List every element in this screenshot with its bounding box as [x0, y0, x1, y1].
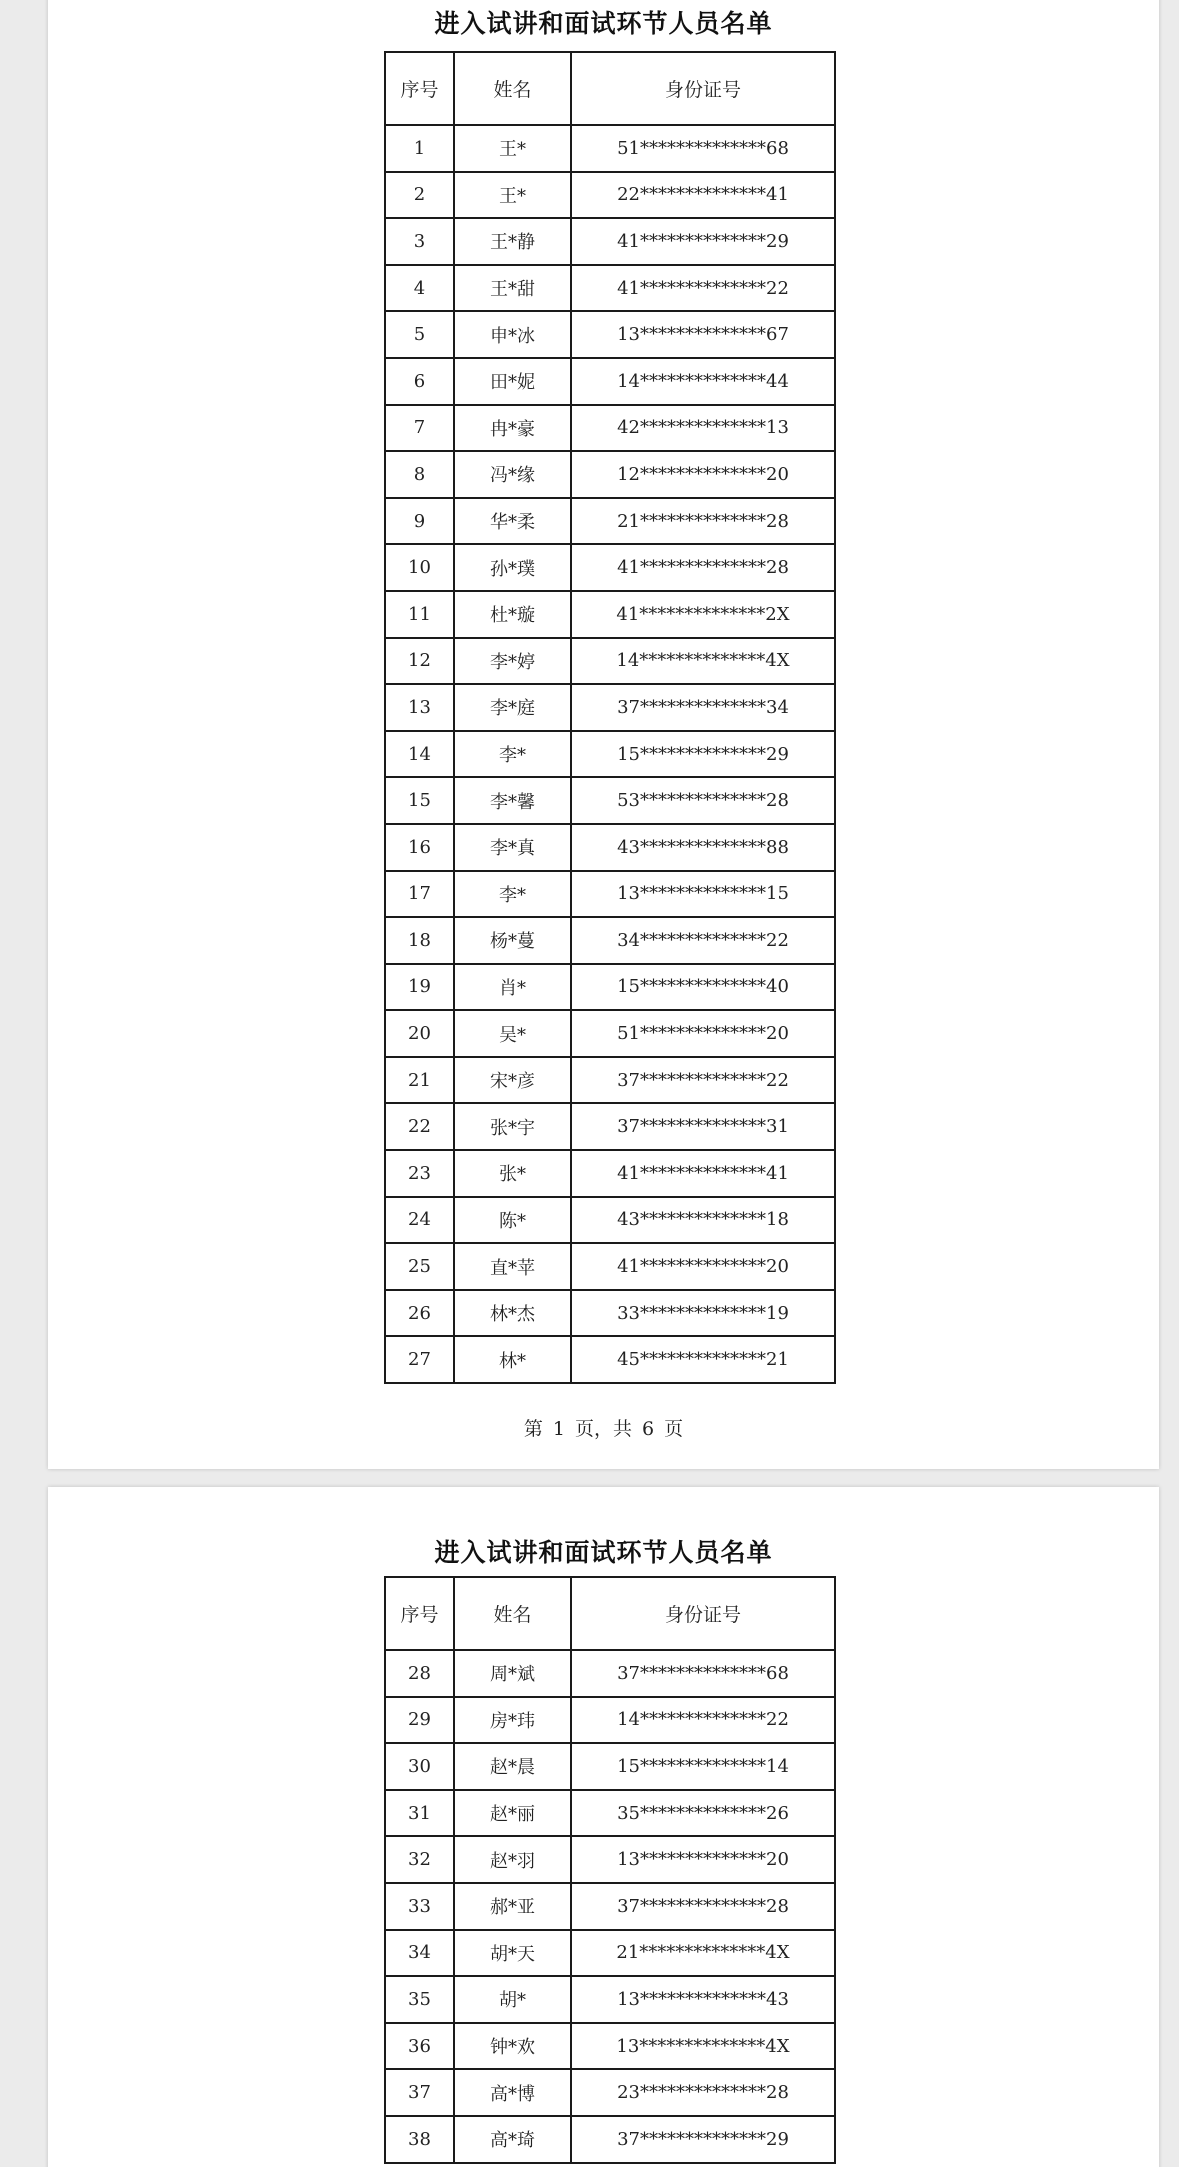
cell-name: 肖*	[454, 964, 571, 1011]
cell-name: 李*	[454, 871, 571, 918]
cell-id-number: 42**************13	[571, 405, 835, 452]
cell-number: 19	[385, 964, 454, 1011]
cell-number: 17	[385, 871, 454, 918]
table-row	[385, 1650, 835, 1697]
table-header-row	[385, 1577, 835, 1650]
cell-number: 31	[385, 1790, 454, 1837]
column-header-number: 序号	[385, 52, 454, 125]
table-row	[385, 777, 835, 824]
cell-number: 21	[385, 1057, 454, 1104]
cell-id-number: 12**************20	[571, 451, 835, 498]
table-row	[385, 684, 835, 731]
document-page-1	[48, 0, 1159, 1469]
table-row	[385, 824, 835, 871]
document-page-2	[48, 1487, 1159, 2167]
cell-name: 华*柔	[454, 498, 571, 545]
page-number-footer: 第 1 页，共 6 页	[523, 1418, 684, 1440]
column-header-id: 身份证号	[571, 52, 835, 125]
cell-number: 35	[385, 1976, 454, 2023]
cell-id-number: 37**************68	[571, 1650, 835, 1697]
cell-name: 李*真	[454, 824, 571, 871]
cell-id-number: 35**************26	[571, 1790, 835, 1837]
table-row	[385, 1336, 835, 1383]
cell-number: 23	[385, 1150, 454, 1197]
cell-id-number: 45**************21	[571, 1336, 835, 1383]
cell-name: 赵*丽	[454, 1790, 571, 1837]
roster-table	[384, 1576, 836, 2164]
cell-name: 申*冰	[454, 311, 571, 358]
cell-number: 32	[385, 1836, 454, 1883]
cell-id-number: 13**************4X	[571, 2023, 835, 2070]
cell-name: 赵*羽	[454, 1836, 571, 1883]
cell-number: 11	[385, 591, 454, 638]
cell-number: 2	[385, 172, 454, 219]
cell-number: 10	[385, 544, 454, 591]
cell-number: 15	[385, 777, 454, 824]
cell-id-number: 37**************22	[571, 1057, 835, 1104]
cell-number: 3	[385, 218, 454, 265]
cell-id-number: 21**************4X	[571, 1930, 835, 1977]
cell-id-number: 37**************28	[571, 1883, 835, 1930]
table-row	[385, 871, 835, 918]
cell-name: 张*	[454, 1150, 571, 1197]
cell-number: 30	[385, 1743, 454, 1790]
column-header-id: 身份证号	[571, 1577, 835, 1650]
cell-number: 37	[385, 2069, 454, 2116]
column-header-number: 序号	[385, 1577, 454, 1650]
cell-number: 22	[385, 1103, 454, 1150]
table-row	[385, 591, 835, 638]
table-body	[385, 1650, 835, 2163]
cell-id-number: 53**************28	[571, 777, 835, 824]
cell-name: 宋*彦	[454, 1057, 571, 1104]
cell-number: 25	[385, 1243, 454, 1290]
page-title: 进入试讲和面试环节人员名单	[434, 1538, 773, 1567]
cell-name: 房*玮	[454, 1697, 571, 1744]
column-header-name: 姓名	[454, 52, 571, 125]
table-row	[385, 917, 835, 964]
cell-id-number: 41**************22	[571, 265, 835, 312]
cell-id-number: 41**************20	[571, 1243, 835, 1290]
cell-number: 7	[385, 405, 454, 452]
cell-id-number: 15**************40	[571, 964, 835, 1011]
table-row	[385, 1197, 835, 1244]
cell-id-number: 51**************20	[571, 1010, 835, 1057]
table-row	[385, 544, 835, 591]
table-row	[385, 1243, 835, 1290]
cell-number: 12	[385, 638, 454, 685]
cell-name: 孙*璞	[454, 544, 571, 591]
table-row	[385, 2069, 835, 2116]
cell-name: 王*静	[454, 218, 571, 265]
cell-id-number: 14**************44	[571, 358, 835, 405]
cell-id-number: 13**************15	[571, 871, 835, 918]
cell-name: 王*	[454, 172, 571, 219]
table-row	[385, 1976, 835, 2023]
table-body	[385, 125, 835, 1383]
table-row	[385, 1290, 835, 1337]
table-row	[385, 1057, 835, 1104]
cell-number: 27	[385, 1336, 454, 1383]
table-row	[385, 1836, 835, 1883]
cell-number: 20	[385, 1010, 454, 1057]
cell-name: 高*博	[454, 2069, 571, 2116]
cell-number: 33	[385, 1883, 454, 1930]
table-row	[385, 498, 835, 545]
cell-name: 吴*	[454, 1010, 571, 1057]
table-row	[385, 265, 835, 312]
cell-id-number: 13**************43	[571, 1976, 835, 2023]
cell-id-number: 21**************28	[571, 498, 835, 545]
cell-name: 胡*	[454, 1976, 571, 2023]
cell-number: 28	[385, 1650, 454, 1697]
cell-name: 郝*亚	[454, 1883, 571, 1930]
table-row	[385, 638, 835, 685]
cell-id-number: 14**************22	[571, 1697, 835, 1744]
cell-name: 周*斌	[454, 1650, 571, 1697]
cell-id-number: 43**************18	[571, 1197, 835, 1244]
cell-id-number: 23**************28	[571, 2069, 835, 2116]
cell-number: 24	[385, 1197, 454, 1244]
cell-name: 王*	[454, 125, 571, 172]
table-row	[385, 405, 835, 452]
cell-name: 钟*欢	[454, 2023, 571, 2070]
cell-name: 胡*天	[454, 1930, 571, 1977]
cell-number: 4	[385, 265, 454, 312]
cell-name: 陈*	[454, 1197, 571, 1244]
cell-name: 李*庭	[454, 684, 571, 731]
table-row	[385, 172, 835, 219]
cell-number: 16	[385, 824, 454, 871]
table-row	[385, 451, 835, 498]
column-header-name: 姓名	[454, 1577, 571, 1650]
cell-id-number: 37**************31	[571, 1103, 835, 1150]
cell-id-number: 13**************67	[571, 311, 835, 358]
table-row	[385, 1010, 835, 1057]
page-title: 进入试讲和面试环节人员名单	[434, 9, 773, 38]
table-row	[385, 358, 835, 405]
table-row	[385, 1103, 835, 1150]
table-row	[385, 218, 835, 265]
cell-number: 13	[385, 684, 454, 731]
cell-name: 林*杰	[454, 1290, 571, 1337]
cell-number: 6	[385, 358, 454, 405]
cell-id-number: 43**************88	[571, 824, 835, 871]
table-row	[385, 2116, 835, 2163]
cell-id-number: 41**************29	[571, 218, 835, 265]
cell-name: 李*婷	[454, 638, 571, 685]
cell-id-number: 51**************68	[571, 125, 835, 172]
cell-id-number: 41**************41	[571, 1150, 835, 1197]
cell-name: 田*妮	[454, 358, 571, 405]
cell-number: 14	[385, 731, 454, 778]
cell-number: 36	[385, 2023, 454, 2070]
cell-number: 18	[385, 917, 454, 964]
table-row	[385, 125, 835, 172]
roster-table	[384, 51, 836, 1384]
table-row	[385, 1743, 835, 1790]
cell-id-number: 15**************14	[571, 1743, 835, 1790]
cell-name: 林*	[454, 1336, 571, 1383]
cell-name: 李*馨	[454, 777, 571, 824]
cell-number: 1	[385, 125, 454, 172]
cell-name: 张*宇	[454, 1103, 571, 1150]
cell-number: 8	[385, 451, 454, 498]
cell-id-number: 37**************34	[571, 684, 835, 731]
cell-id-number: 37**************29	[571, 2116, 835, 2163]
cell-id-number: 14**************4X	[571, 638, 835, 685]
table-header-row	[385, 52, 835, 125]
table-row	[385, 1150, 835, 1197]
cell-id-number: 41**************28	[571, 544, 835, 591]
cell-name: 王*甜	[454, 265, 571, 312]
cell-number: 34	[385, 1930, 454, 1977]
cell-number: 9	[385, 498, 454, 545]
cell-name: 杨*蔓	[454, 917, 571, 964]
cell-number: 5	[385, 311, 454, 358]
cell-id-number: 34**************22	[571, 917, 835, 964]
cell-number: 38	[385, 2116, 454, 2163]
table-row	[385, 1883, 835, 1930]
cell-name: 直*苹	[454, 1243, 571, 1290]
cell-number: 29	[385, 1697, 454, 1744]
cell-name: 冉*豪	[454, 405, 571, 452]
cell-id-number: 41**************2X	[571, 591, 835, 638]
cell-name: 高*琦	[454, 2116, 571, 2163]
table-row	[385, 1697, 835, 1744]
cell-name: 杜*璇	[454, 591, 571, 638]
cell-name: 赵*晨	[454, 1743, 571, 1790]
table-row	[385, 311, 835, 358]
table-row	[385, 1930, 835, 1977]
table-row	[385, 2023, 835, 2070]
cell-id-number: 15**************29	[571, 731, 835, 778]
table-row	[385, 964, 835, 1011]
cell-name: 冯*缘	[454, 451, 571, 498]
cell-id-number: 33**************19	[571, 1290, 835, 1337]
cell-name: 李*	[454, 731, 571, 778]
cell-number: 26	[385, 1290, 454, 1337]
cell-id-number: 13**************20	[571, 1836, 835, 1883]
cell-id-number: 22**************41	[571, 172, 835, 219]
table-row	[385, 1790, 835, 1837]
table-row	[385, 731, 835, 778]
